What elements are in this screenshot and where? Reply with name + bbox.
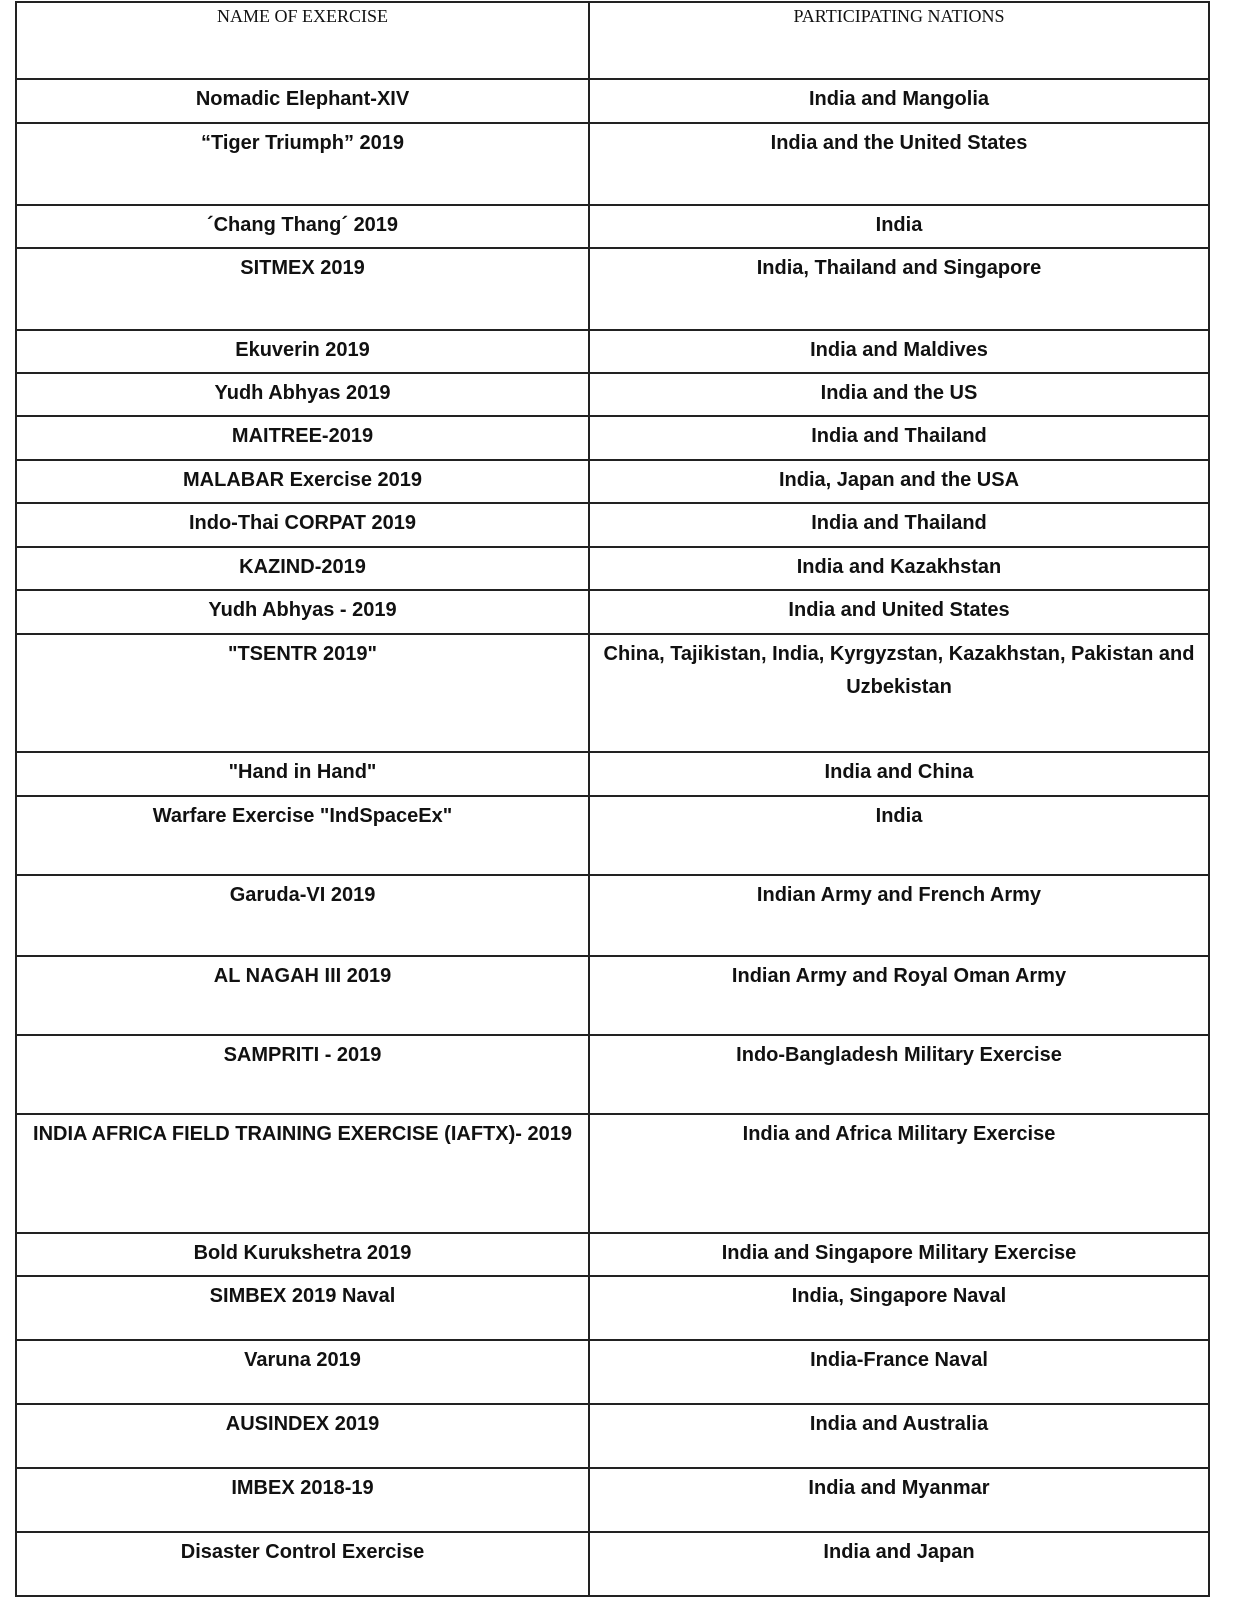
participating-nations-cell [589, 1035, 1209, 1114]
exercise-name-cell [16, 330, 589, 373]
exercise-name-cell [16, 752, 589, 796]
table-row [16, 1233, 1209, 1276]
participating-nations: India, Thailand and Singapore [756, 257, 1042, 279]
participating-nations-cell [589, 79, 1209, 123]
participating-nations-cell [589, 503, 1209, 547]
exercise-name: "Hand in Hand" [228, 761, 377, 783]
exercise-name-cell [16, 547, 589, 590]
table-row [16, 416, 1209, 460]
participating-nations: India and Africa Military Exercise [742, 1123, 1056, 1145]
table-row [16, 248, 1209, 330]
participating-nations: India, Singapore Naval [791, 1285, 1007, 1307]
table-row [16, 1114, 1209, 1233]
header-exercise-name: NAME OF EXERCISE [16, 2, 589, 79]
participating-nations-cell [589, 330, 1209, 373]
exercise-name: SAMPRITI - 2019 [223, 1044, 382, 1066]
table-row [16, 205, 1209, 248]
header-participating-nations: PARTICIPATING NATIONS [589, 2, 1209, 79]
participating-nations-cell [589, 248, 1209, 330]
participating-nations-cell [589, 547, 1209, 590]
exercise-name: Disaster Control Exercise [180, 1541, 425, 1563]
exercise-name: Garuda-VI 2019 [229, 884, 376, 906]
participating-nations-cell [589, 1114, 1209, 1233]
exercise-name-cell [16, 1404, 589, 1468]
table-row [16, 330, 1209, 373]
table-row [16, 1035, 1209, 1114]
exercise-name-cell [16, 956, 589, 1035]
participating-nations-cell [589, 416, 1209, 460]
participating-nations: Indian Army and Royal Oman Army [731, 965, 1067, 987]
exercise-name: IMBEX 2018-19 [231, 1477, 374, 1499]
exercise-name-cell [16, 796, 589, 875]
participating-nations-cell [589, 796, 1209, 875]
participating-nations: India, Japan and the USA [778, 469, 1020, 491]
exercise-name: SITMEX 2019 [240, 257, 365, 279]
exercise-name-cell [16, 1114, 589, 1233]
table-row [16, 1532, 1209, 1596]
exercise-name-cell [16, 1532, 589, 1596]
header-row [16, 2, 1209, 79]
exercise-name: AUSINDEX 2019 [225, 1413, 380, 1435]
table-row [16, 547, 1209, 590]
exercise-name-cell [16, 205, 589, 248]
exercise-name: "TSENTR 2019" [227, 643, 377, 665]
exercise-name: Ekuverin 2019 [235, 339, 370, 361]
exercise-name-cell [16, 79, 589, 123]
participating-nations-cell [589, 1276, 1209, 1340]
participating-nations: India and Thailand [811, 512, 987, 534]
exercise-name-cell [16, 1035, 589, 1114]
participating-nations: India and the United States [770, 132, 1028, 154]
participating-nations-cell [589, 1532, 1209, 1596]
table-row [16, 634, 1209, 752]
exercise-name-cell [16, 1233, 589, 1276]
exercise-name: Warfare Exercise "IndSpaceEx" [152, 805, 453, 827]
participating-nations-cell [589, 1404, 1209, 1468]
exercise-name: Varuna 2019 [244, 1349, 361, 1371]
table-row [16, 875, 1209, 956]
table-row [16, 1404, 1209, 1468]
participating-nations: India and China [824, 761, 974, 783]
exercise-name: Bold Kurukshetra 2019 [193, 1242, 412, 1264]
exercise-name: Indo-Thai CORPAT 2019 [188, 512, 417, 534]
exercise-table [15, 1, 1210, 1597]
exercise-name-cell [16, 503, 589, 547]
table-row [16, 1276, 1209, 1340]
participating-nations: India and Singapore Military Exercise [721, 1242, 1077, 1264]
exercise-name-cell [16, 248, 589, 330]
participating-nations: India-France Naval [810, 1349, 988, 1371]
participating-nations-cell [589, 590, 1209, 634]
participating-nations-cell [589, 1468, 1209, 1532]
exercise-name-cell [16, 416, 589, 460]
participating-nations: India and Myanmar [808, 1477, 990, 1499]
exercise-name: KAZIND-2019 [239, 556, 366, 578]
table-row [16, 956, 1209, 1035]
table-row [16, 123, 1209, 205]
table-row [16, 373, 1209, 416]
participating-nations: India [875, 805, 923, 827]
participating-nations: India and Kazakhstan [796, 556, 1002, 578]
exercise-name: ´Chang Thang´ 2019 [206, 214, 399, 236]
exercise-name: Nomadic Elephant-XIV [195, 88, 410, 110]
exercise-name-cell [16, 634, 589, 752]
participating-nations-cell [589, 1233, 1209, 1276]
participating-nations-cell [589, 460, 1209, 503]
table-row [16, 1340, 1209, 1404]
participating-nations: India and the US [820, 382, 978, 404]
participating-nations-cell [589, 875, 1209, 956]
exercise-name-cell [16, 1468, 589, 1532]
exercise-name: SIMBEX 2019 Naval [209, 1285, 396, 1307]
participating-nations: India and Japan [823, 1541, 975, 1563]
table-row [16, 503, 1209, 547]
exercise-name: AL NAGAH III 2019 [213, 965, 392, 987]
participating-nations-cell [589, 123, 1209, 205]
participating-nations-cell [589, 1340, 1209, 1404]
exercise-name: Yudh Abhyas - 2019 [208, 599, 397, 621]
exercise-name: “Tiger Triumph” 2019 [200, 132, 405, 154]
participating-nations-cell [589, 205, 1209, 248]
exercise-name-cell [16, 373, 589, 416]
participating-nations: India and Maldives [810, 339, 988, 361]
exercise-name: MAITREE-2019 [231, 425, 374, 447]
exercise-name-cell [16, 1340, 589, 1404]
participating-nations-cell [589, 956, 1209, 1035]
participating-nations-cell [589, 373, 1209, 416]
exercise-name-cell [16, 875, 589, 956]
exercise-name: INDIA AFRICA FIELD TRAINING EXERCISE (IAFTX)- 2019 [33, 1123, 572, 1145]
exercise-name: Yudh Abhyas 2019 [214, 382, 391, 404]
table-row [16, 1468, 1209, 1532]
participating-nations: India and Thailand [811, 425, 987, 447]
participating-nations: India [875, 214, 923, 236]
table-row [16, 460, 1209, 503]
exercise-name-cell [16, 590, 589, 634]
exercise-name-cell [16, 123, 589, 205]
table-row [16, 796, 1209, 875]
exercise-name: MALABAR Exercise 2019 [183, 469, 422, 491]
participating-nations: Indian Army and French Army [756, 884, 1042, 906]
participating-nations: Indo-Bangladesh Military Exercise [736, 1044, 1062, 1066]
participating-nations: China, Tajikistan, India, Kyrgyzstan, Kazakhstan, Pakistan and Uzbekistan [603, 643, 1195, 698]
exercise-name-cell [16, 1276, 589, 1340]
participating-nations: India and Mangolia [808, 88, 989, 110]
participating-nations: India and Australia [809, 1413, 989, 1435]
table-row [16, 752, 1209, 796]
participating-nations: India and United States [788, 599, 1010, 621]
participating-nations-cell [589, 634, 1209, 752]
table-row [16, 590, 1209, 634]
table-row [16, 79, 1209, 123]
exercise-name-cell [16, 460, 589, 503]
participating-nations-cell [589, 752, 1209, 796]
